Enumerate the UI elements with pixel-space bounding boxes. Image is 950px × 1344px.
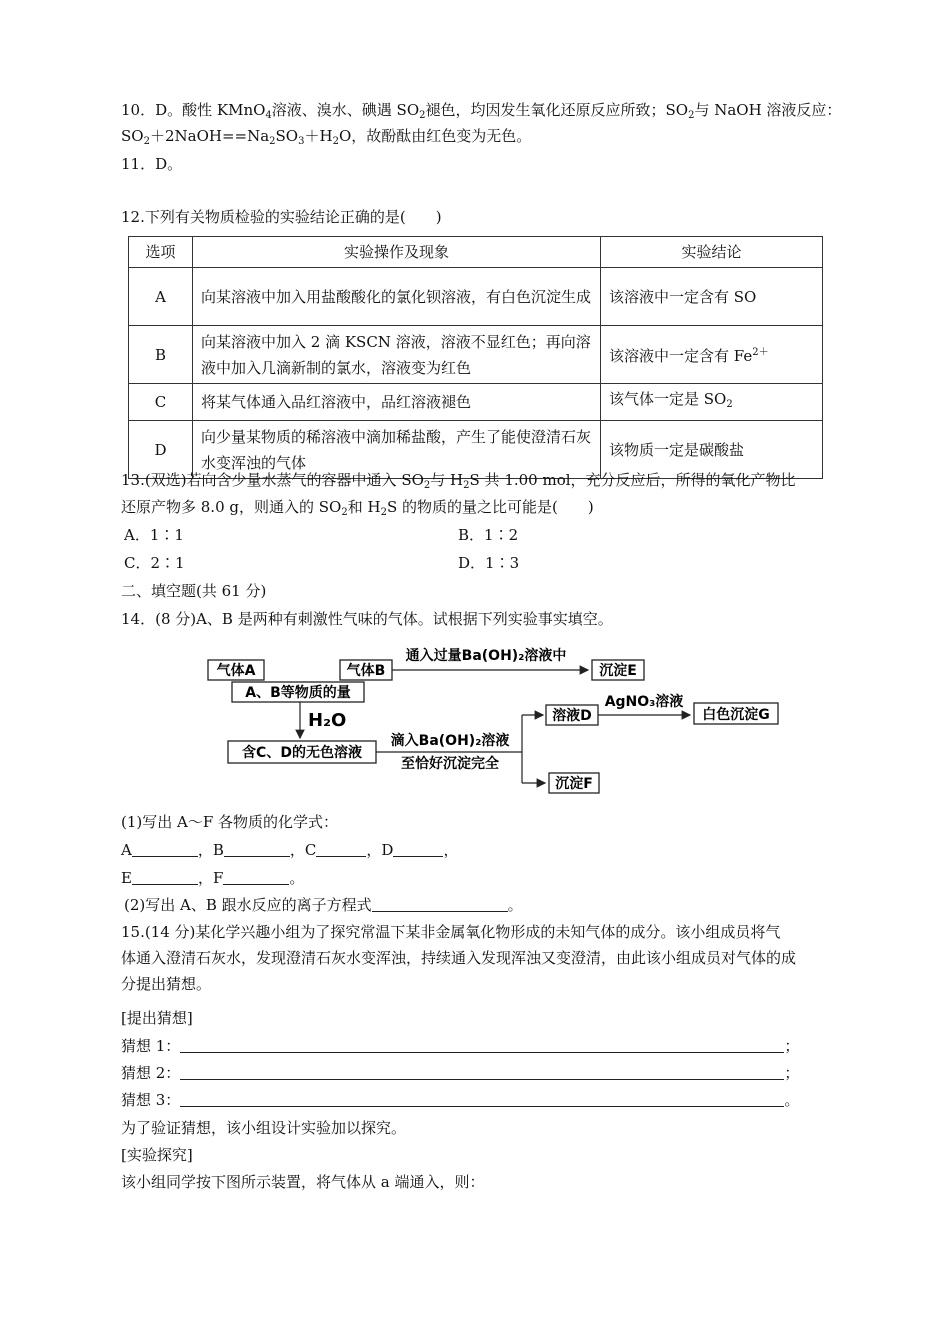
blank-f[interactable] <box>223 868 289 885</box>
blank-a[interactable] <box>132 840 198 857</box>
q10-line-1: 10．D。酸性 KMnO$_4$溶液、溴水、碘遇 $SO_2$褪色，均因发生氧化还原反应所致；$SO_2$与 NaOH 溶液反应： <box>121 101 842 121</box>
until-complete-label: 至恰好沉淀完全 <box>401 756 499 772</box>
q13-option-c: C．2∶1 <box>124 554 185 572</box>
q13-line-2: 还原产物多 8.0 g，则通入的 $SO_2$和 $H_2S$ 的物质的量之比可能是( ) <box>121 498 594 518</box>
q14-blanks-row2: E ，F 。 <box>121 869 305 887</box>
blank-ionic-equation[interactable] <box>372 895 508 912</box>
row-option: D <box>129 421 193 479</box>
gas-b-label: 气体B <box>346 663 386 679</box>
q15-last-line: 该小组同学按下图所示装置，将气体从 a 端通入，则： <box>121 1173 485 1191</box>
h2o-label: H₂O <box>308 710 347 731</box>
add-baoh2-label: 滴入Ba(OH)₂溶液 <box>390 733 510 749</box>
guess-3-blank[interactable] <box>180 1090 784 1107</box>
table-row <box>129 384 823 421</box>
precip-e-label: 沉淀E <box>599 663 637 679</box>
q14-flow-diagram <box>200 640 800 800</box>
gas-a-label: 气体A <box>216 663 256 679</box>
q12-table <box>128 236 823 479</box>
guess-3-line: 猜想 3： 。 <box>121 1091 800 1109</box>
q15-line-2: 体通入澄清石灰水，发现澄清石灰水变浑浊，持续通入发现浑浊又变澄清，由此该小组成员对气体的成 <box>121 949 797 967</box>
blank-d[interactable] <box>393 840 443 857</box>
q12-stem: 12.下列有关物质检验的实验结论正确的是( ) <box>121 208 442 226</box>
guess-1-line: 猜想 1： ； <box>121 1037 800 1055</box>
q15-line-1: 15.(14 分)某化学兴趣小组为了探究常温下某非金属氧化物形成的未知气体的成分。该小组成员将气 <box>121 923 781 941</box>
blank-c[interactable] <box>316 840 366 857</box>
row-conclusion: 该溶液中一定含有 SO <box>601 268 823 326</box>
white-g-label: 白色沉淀G <box>702 707 770 723</box>
q14-blanks-row1: A ，B ，C ，D ， <box>121 841 459 859</box>
row-option: C <box>129 384 193 421</box>
excess-baoh2-label: 通入过量Ba(OH)₂溶液中 <box>405 648 567 664</box>
precip-f-label: 沉淀F <box>555 776 593 792</box>
explore-heading: [实验探究] <box>121 1146 193 1164</box>
solution-d-label: 溶液D <box>552 708 592 724</box>
row-option: A <box>129 268 193 326</box>
agno3-label: AgNO₃溶液 <box>604 694 684 710</box>
q14-part1: (1)写出 A～F 各物质的化学式： <box>121 813 339 831</box>
blank-e[interactable] <box>132 868 198 885</box>
q14-stem: 14．(8 分)A、B 是两种有刺激性气味的气体。试根据下列实验事实填空。 <box>121 610 613 628</box>
header-operation: 实验操作及现象 <box>193 237 601 268</box>
guess-2-line: 猜想 2： ； <box>121 1064 800 1082</box>
q11-answer: 11．D。 <box>121 155 183 173</box>
q13-option-d: D．1∶3 <box>458 554 520 572</box>
equal-amount-label: A、B等物质的量 <box>245 685 351 701</box>
hypothesis-heading: [提出猜想] <box>121 1009 193 1027</box>
table-row <box>129 326 823 384</box>
q13-option-a: A．1∶1 <box>124 526 184 544</box>
row-operation: 向某溶液中加入 2 滴 KSCN 溶液，溶液不显红色；再向溶液中加入几滴新制的氯水，溶液变为红色 <box>193 326 601 384</box>
q14-part2: (2)写出 A、B 跟水反应的离子方程式 。 <box>124 896 523 914</box>
verify-text: 为了验证猜想，该小组设计实验加以探究。 <box>121 1119 407 1137</box>
q10-line-2: $SO_2+2NaOH==Na_2SO_3+H_2O$，故酚酞由红色变为无色。 <box>121 127 532 147</box>
row-operation: 将某气体通入品红溶液中，品红溶液褪色 <box>193 384 601 421</box>
table-row <box>129 268 823 326</box>
colorless-solution-label: 含C、D的无色溶液 <box>242 745 362 761</box>
row-conclusion: 该物质一定是碳酸盐 <box>601 421 823 479</box>
row-option: B <box>129 326 193 384</box>
q13-line-1: 13.(双选)若向含少量水蒸气的容器中通入 $SO_2$与 $H_2S$ 共 1.00 mol，充分反应后，所得的氧化产物比 <box>121 471 796 491</box>
header-option: 选项 <box>129 237 193 268</box>
section-title: 二、填空题(共 61 分) <box>121 582 267 600</box>
blank-b[interactable] <box>224 840 290 857</box>
row-conclusion: 该气体一定是 $SO_2$ <box>601 384 823 421</box>
guess-1-blank[interactable] <box>180 1036 784 1053</box>
q12-header-row <box>129 237 823 268</box>
row-operation: 向某溶液中加入用盐酸酸化的氯化钡溶液，有白色沉淀生成 <box>193 268 601 326</box>
header-conclusion: 实验结论 <box>601 237 823 268</box>
row-conclusion: 该溶液中一定含有 $Fe^{2+}$ <box>601 326 823 384</box>
guess-2-blank[interactable] <box>180 1063 784 1080</box>
row-operation: 向少量某物质的稀溶液中滴加稀盐酸，产生了能使澄清石灰水变浑浊的气体 <box>193 421 601 479</box>
q15-line-3: 分提出猜想。 <box>121 975 212 993</box>
q13-option-b: B．1∶2 <box>458 526 519 544</box>
